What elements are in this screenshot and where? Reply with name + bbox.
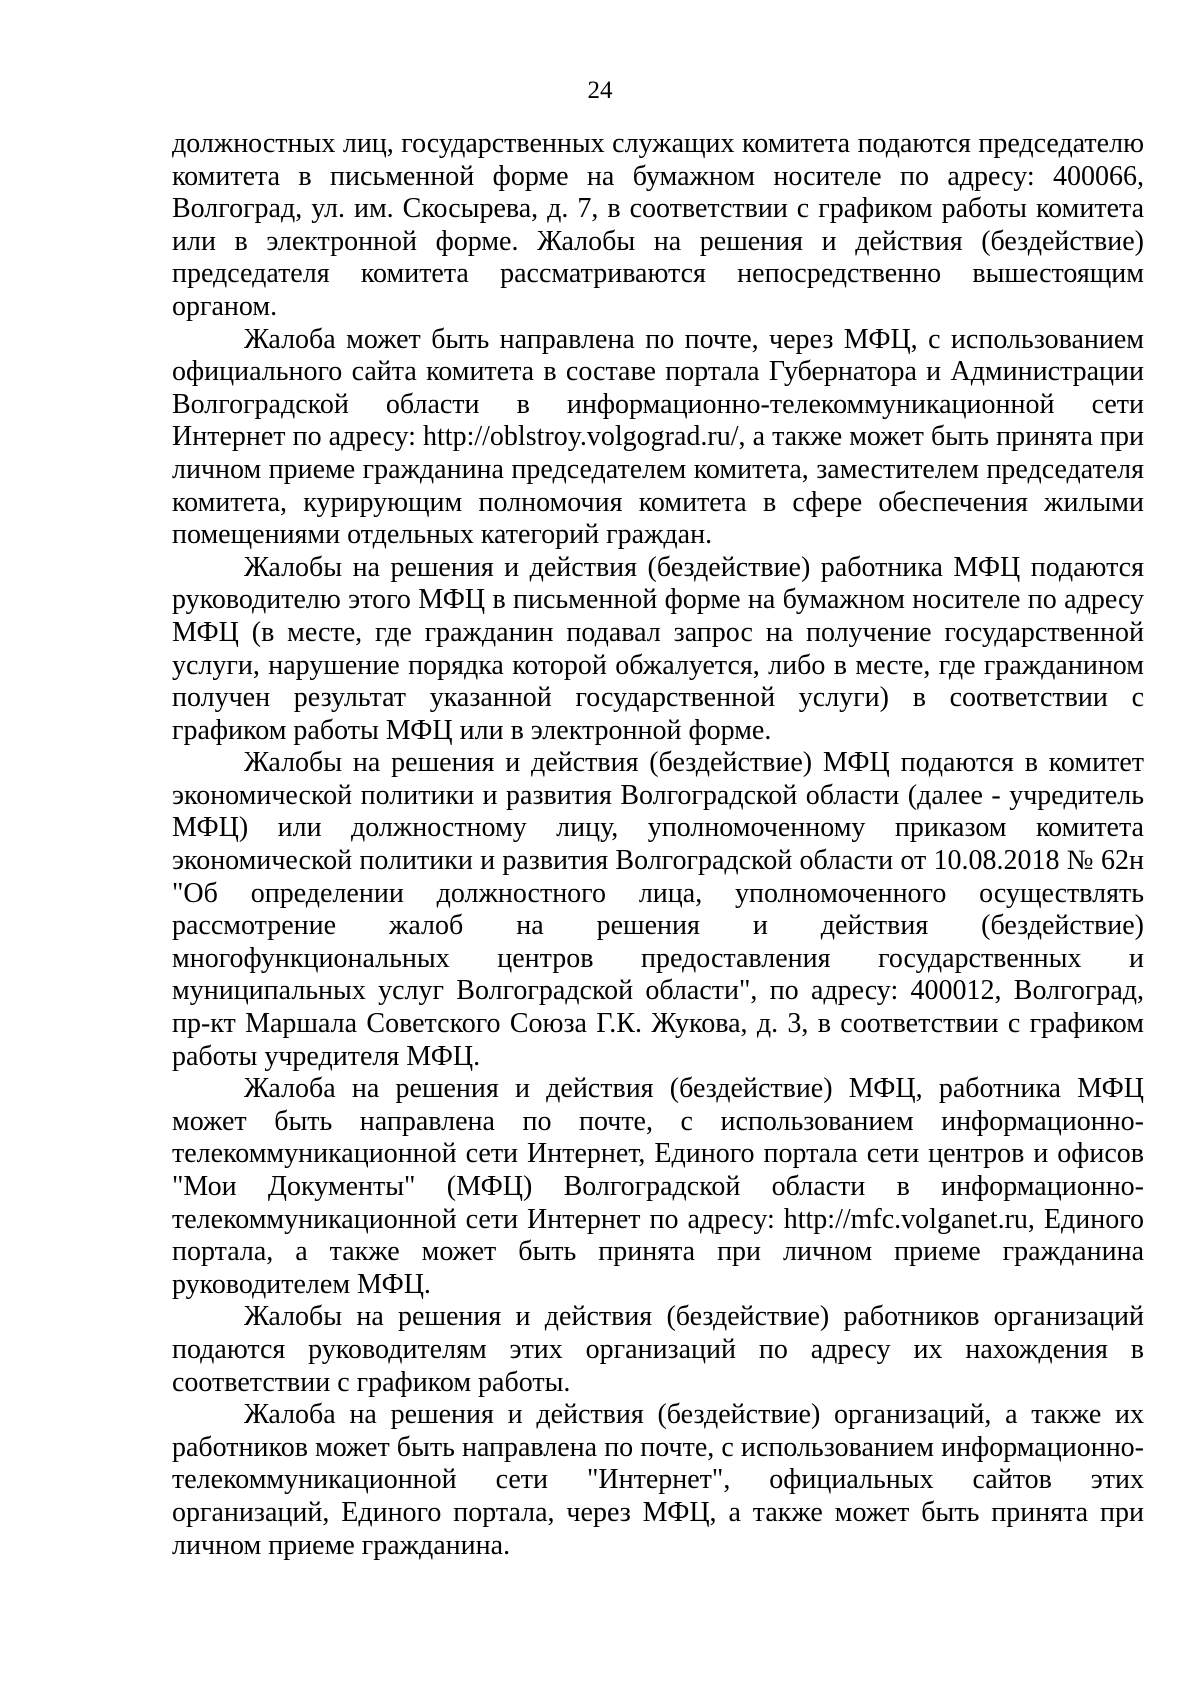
document-body [172,128,1144,1562]
paragraph: Жалобы на решения и действия (бездействие) работника МФЦ подаются руководителю этого МФЦ в письменной форме на бумажном носителе по адресу МФЦ (в месте, где гражданин подавал запрос на получение государственной услуги, нарушение порядка которой обжалуется, либо в месте, где гражданином получен результат указанной государственной услуги) в соответствии с графиком работы МФЦ или в электронной форме. [172,551,1144,746]
paragraph: Жалоба на решения и действия (бездействие) МФЦ, работника МФЦ может быть направлена по почте, с использованием информационно-телекоммуникационной сети Интернет, Единого портала сети центров и офисов "Мои Документы" (МФЦ) Волгоградской области в информационно-телекоммуникационной сети Интернет по адресу: http://mfc.volganet.ru, Единого портала, а также может быть принята при личном приеме гражданина руководителем МФЦ. [172,1073,1144,1300]
paragraph: должностных лиц, государственных служащих комитета подаются председателю комитета в письменной форме на бумажном носителе по адресу: 400066, Волгоград, ул. им. Скосырева, д. 7, в соответствии с графиком работы комитета или в электронной форме. Жалобы на решения и действия (бездействие) председателя комитета рассматриваются непосредственно вышестоящим органом. [172,128,1144,322]
paragraph: Жалоба может быть направлена по почте, через МФЦ, с использованием официального сайта комитета в составе портала Губернатора и Администрации Волгоградской области в информационно-телекоммуникационной сети Интернет по адресу: http://oblstroy.volgograd.ru/, а также может быть принята при личном приеме гражданина председателем комитета, заместителем председателя комитета, курирующим полномочия комитета в сфере обеспечения жилыми помещениями отдельных категорий граждан. [172,323,1144,551]
page-number: 24 [587,77,613,104]
paragraph: Жалобы на решения и действия (бездействие) работников организаций подаются руководителям этих организаций по адресу их нахождения в соответствии с графиком работы. [172,1301,1144,1398]
paragraph: Жалоба на решения и действия (бездействие) организаций, а также их работников может быть направлена по почте, с использованием информационно-телекоммуникационной сети "Интернет", официальных сайтов этих организаций, Единого портала, через МФЦ, а также может быть принята при личном приеме гражданина. [172,1399,1144,1561]
paragraph: Жалобы на решения и действия (бездействие) МФЦ подаются в комитет экономической политики и развития Волгоградской области (далее - учредитель МФЦ) или должностному лицу, уполномоченному приказом комитета экономической политики и развития Волгоградской области от 10.08.2018 № 62н "Об определении должностного лица, уполномоченного осуществлять рассмотрение жалоб на решения и действия (бездействие) многофункциональных центров предоставления государственных и муниципальных услуг Волгоградской области", по адресу: 400012, Волгоград, пр-кт Маршала Советского Союза Г.К. Жукова, д. 3, в соответствии с графиком работы учредителя МФЦ. [172,747,1144,1072]
